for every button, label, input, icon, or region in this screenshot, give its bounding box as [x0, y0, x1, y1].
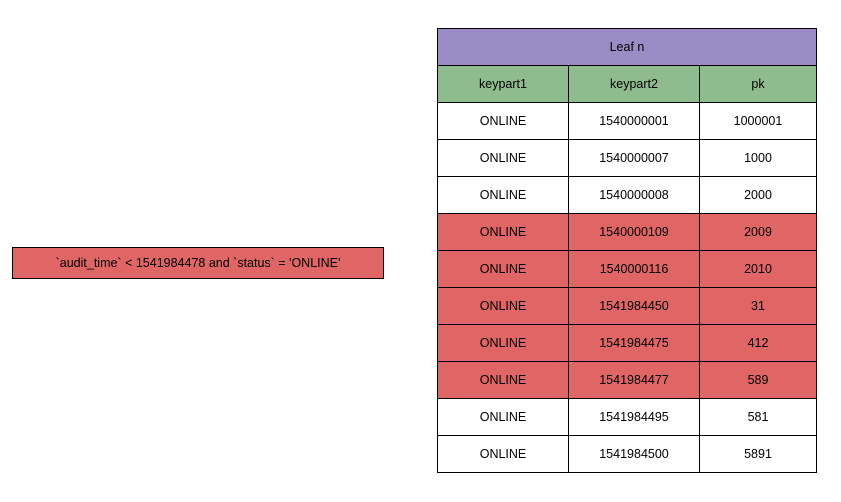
- column-header-keypart2: keypart2: [569, 66, 700, 103]
- cell-keypart2: 1541984475: [569, 325, 700, 362]
- cell-keypart2: 1541984500: [569, 436, 700, 473]
- table-row: [438, 103, 817, 140]
- cell-keypart2: 1540000109: [569, 214, 700, 251]
- cell-pk: 5891: [700, 436, 817, 473]
- table-row: [438, 399, 817, 436]
- cell-pk: 2010: [700, 251, 817, 288]
- cell-pk: 2000: [700, 177, 817, 214]
- table-row: [438, 288, 817, 325]
- table-row: [438, 436, 817, 473]
- filter-condition-box: [12, 247, 384, 279]
- cell-pk: 589: [700, 362, 817, 399]
- cell-keypart1: ONLINE: [438, 251, 569, 288]
- cell-keypart1: ONLINE: [438, 214, 569, 251]
- filter-condition-text: `audit_time` < 1541984478 and `status` = 'ONLINE': [55, 256, 341, 270]
- cell-keypart1: ONLINE: [438, 177, 569, 214]
- cell-keypart2: 1541984450: [569, 288, 700, 325]
- table-row: [438, 140, 817, 177]
- table-row: [438, 214, 817, 251]
- leaf-table-body: [438, 29, 817, 473]
- cell-keypart1: ONLINE: [438, 362, 569, 399]
- table-row: [438, 325, 817, 362]
- table-row: [438, 177, 817, 214]
- cell-pk: 581: [700, 399, 817, 436]
- table-row: [438, 251, 817, 288]
- cell-keypart2: 1541984477: [569, 362, 700, 399]
- cell-keypart2: 1541984495: [569, 399, 700, 436]
- cell-keypart2: 1540000116: [569, 251, 700, 288]
- cell-keypart1: ONLINE: [438, 399, 569, 436]
- table-title: Leaf n: [438, 29, 817, 66]
- cell-keypart1: ONLINE: [438, 103, 569, 140]
- cell-pk: 1000001: [700, 103, 817, 140]
- cell-keypart1: ONLINE: [438, 140, 569, 177]
- cell-keypart2: 1540000008: [569, 177, 700, 214]
- table-row: [438, 362, 817, 399]
- column-header-pk: pk: [700, 66, 817, 103]
- table-header-row: [438, 66, 817, 103]
- column-header-keypart1: keypart1: [438, 66, 569, 103]
- cell-pk: 31: [700, 288, 817, 325]
- cell-keypart1: ONLINE: [438, 436, 569, 473]
- cell-pk: 412: [700, 325, 817, 362]
- cell-pk: 1000: [700, 140, 817, 177]
- cell-keypart2: 1540000007: [569, 140, 700, 177]
- leaf-index-table: [437, 28, 817, 473]
- cell-keypart1: ONLINE: [438, 288, 569, 325]
- cell-pk: 2009: [700, 214, 817, 251]
- table-title-row: [438, 29, 817, 66]
- cell-keypart2: 1540000001: [569, 103, 700, 140]
- cell-keypart1: ONLINE: [438, 325, 569, 362]
